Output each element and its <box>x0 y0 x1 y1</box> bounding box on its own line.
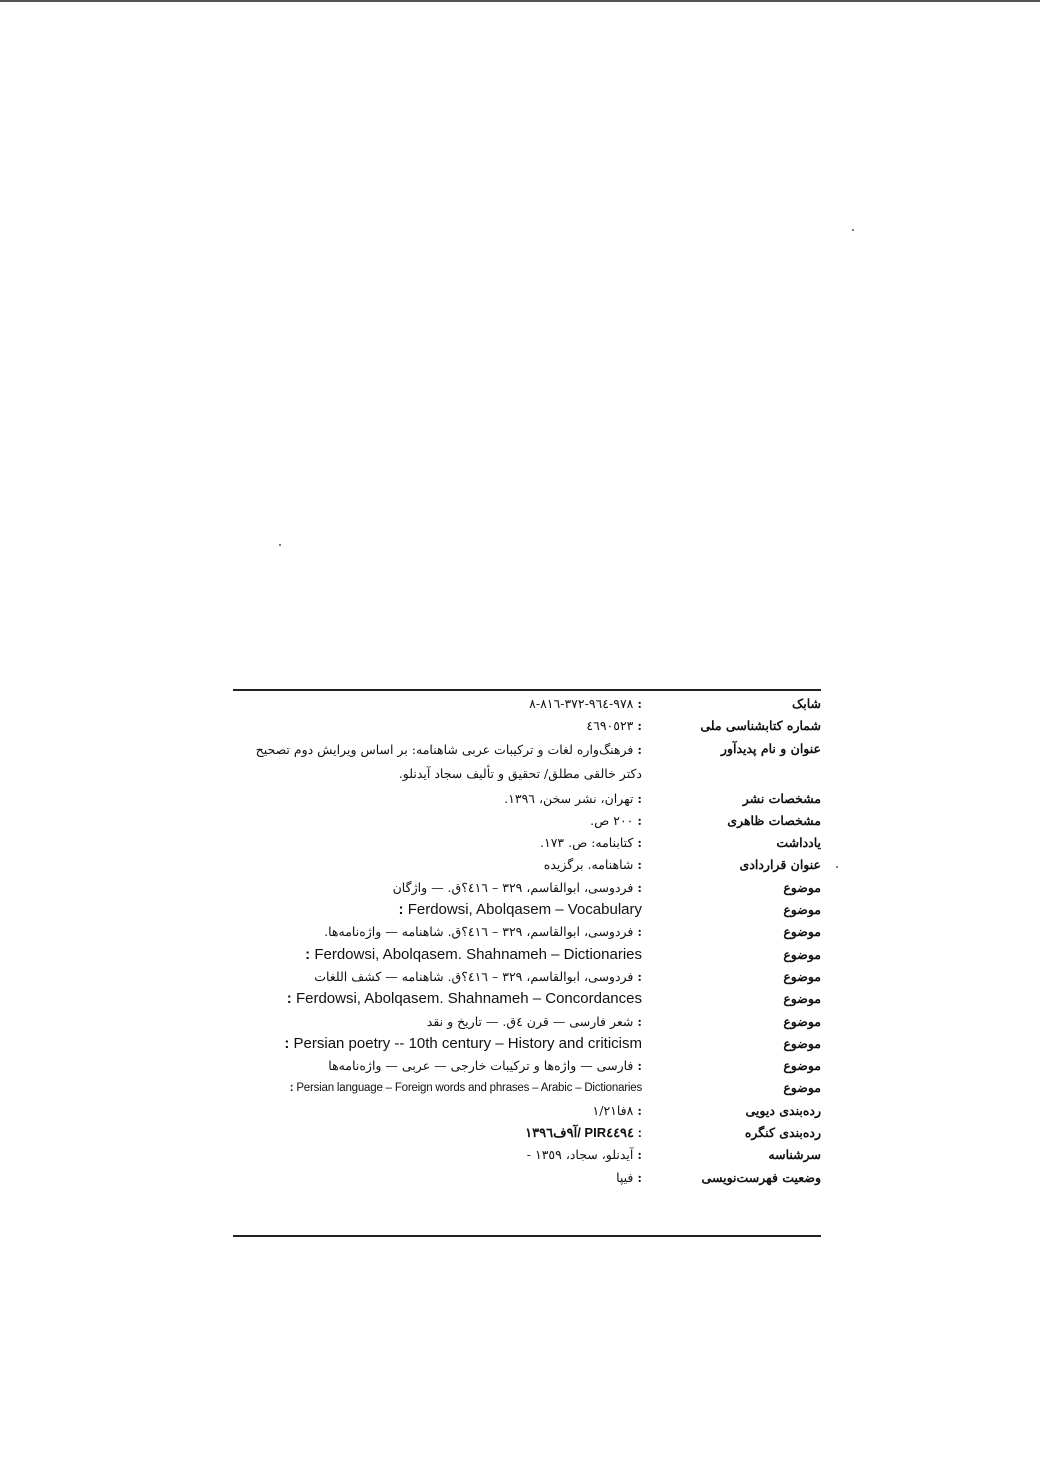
row-value: : Ferdowsi, Abolqasem – Vocabulary <box>398 901 642 919</box>
row-value: : ٨فا١/٢١ <box>592 1102 642 1118</box>
row-label: وضعیت فهرست‌نویسی <box>701 1169 821 1185</box>
row-value: : تهران، نشر سخن، ١٣٩٦. <box>504 790 642 806</box>
cip-row-subject <box>233 899 821 921</box>
row-label: موضوع <box>783 946 821 962</box>
cip-row-cataloging-status <box>233 1167 821 1189</box>
row-label: موضوع <box>783 1035 821 1051</box>
row-value: : Ferdowsi, Abolqasem. Shahnameh – Concordances <box>286 990 642 1008</box>
cip-row-subject <box>233 1011 821 1033</box>
bottom-rule <box>233 1235 821 1237</box>
cip-row-author <box>233 1144 821 1166</box>
row-label: موضوع <box>783 991 821 1007</box>
cip-row-publication <box>233 788 821 810</box>
row-label: موضوع <box>783 1080 821 1096</box>
row-label: شماره کتابشناسی ملی <box>700 718 821 734</box>
row-label: عنوان قراردادی <box>739 857 821 873</box>
row-value: : Persian language – Foreign words and phrases – Arabic – Dictionaries <box>289 1082 642 1095</box>
scan-speck <box>836 866 838 868</box>
cip-row-national-number <box>233 715 821 737</box>
cip-row-dewey <box>233 1100 821 1122</box>
cip-row-subject <box>233 1077 821 1099</box>
page-edge <box>0 0 1040 2</box>
cip-row-subject <box>233 1055 821 1077</box>
row-label: سرشناسه <box>768 1147 821 1163</box>
row-value: : آیدنلو، سجاد، ١٣٥٩ - <box>526 1147 642 1163</box>
row-value: : فردوسی، ابوالقاسم، ٣٢٩ – ٤١٦؟ق. — واژگان <box>392 879 642 895</box>
row-label: موضوع <box>783 902 821 918</box>
row-value: : فرهنگ‌واره لغات و ترکیبات عربی شاهنامه: بر اساس ویرایش دوم تصحیح دکتر خالقی مطلق/ تحقیق و تألیف سجاد آیدنلو. <box>255 741 642 781</box>
cip-row-physical <box>233 810 821 832</box>
row-label: موضوع <box>783 879 821 895</box>
row-label: موضوع <box>783 924 821 940</box>
cip-row-subject <box>233 944 821 966</box>
row-label: مشخصات ظاهری <box>727 812 821 828</box>
scan-speck <box>279 544 281 546</box>
row-label: مشخصات نشر <box>742 790 821 806</box>
row-label: رده‌بندی کنگره <box>744 1125 821 1141</box>
cataloging-in-publication-block <box>233 693 821 1189</box>
cip-row-note <box>233 832 821 854</box>
cip-row-isbn <box>233 693 821 715</box>
row-value: : شاهنامه. برگزیده <box>543 857 642 873</box>
row-label: موضوع <box>783 968 821 984</box>
row-label: موضوع <box>783 1058 821 1074</box>
row-value: : فردوسی، ابوالقاسم، ٣٢٩ – ٤١٦؟ق. شاهنامه — کشف اللغات <box>314 968 642 984</box>
row-value: : Ferdowsi, Abolqasem. Shahnameh – Dictionaries <box>305 945 642 963</box>
cip-row-uniform-title <box>233 854 821 876</box>
row-label: عنوان و نام پدیدآور <box>720 740 821 756</box>
scan-speck <box>852 229 854 231</box>
row-label: یادداشت <box>776 835 821 851</box>
row-value: : Persian poetry -- 10th century – History and criticism <box>284 1034 642 1052</box>
cip-row-subject <box>233 921 821 943</box>
cip-row-subject <box>233 877 821 899</box>
row-value: : PIR٤٤٩٤ /آ٩ف١٣٩٦ <box>525 1125 642 1141</box>
row-value: : ٩٧٨-٩٦٤-٣٧٢-٨١٦-٨ <box>529 696 642 711</box>
row-value: : شعر فارسی — قرن ٤ق. — تاریخ و نقد <box>426 1013 642 1029</box>
top-rule <box>233 689 821 691</box>
cip-row-subject <box>233 1033 821 1055</box>
row-value: : فیپا <box>616 1169 642 1185</box>
row-value: : ٢٠٠ ص. <box>590 812 642 828</box>
cip-row-title <box>233 738 821 788</box>
row-label: رده‌بندی دیویی <box>745 1102 821 1118</box>
cip-row-subject <box>233 966 821 988</box>
row-label: موضوع <box>783 1013 821 1029</box>
cip-row-congress <box>233 1122 821 1144</box>
row-label: شابک <box>792 696 821 711</box>
row-value: : کتابنامه: ص. ١٧٣. <box>540 835 642 851</box>
row-value: : فارسی — واژه‌ها و ترکیبات خارجی — عربی — واژه‌نامه‌ها <box>328 1058 642 1074</box>
cip-row-subject <box>233 988 821 1010</box>
row-value: : فردوسی، ابوالقاسم، ٣٢٩ – ٤١٦؟ق. شاهنامه — واژه‌نامه‌ها. <box>324 924 642 940</box>
row-value: : ٤٦٩٠٥٢٣ <box>586 718 642 734</box>
